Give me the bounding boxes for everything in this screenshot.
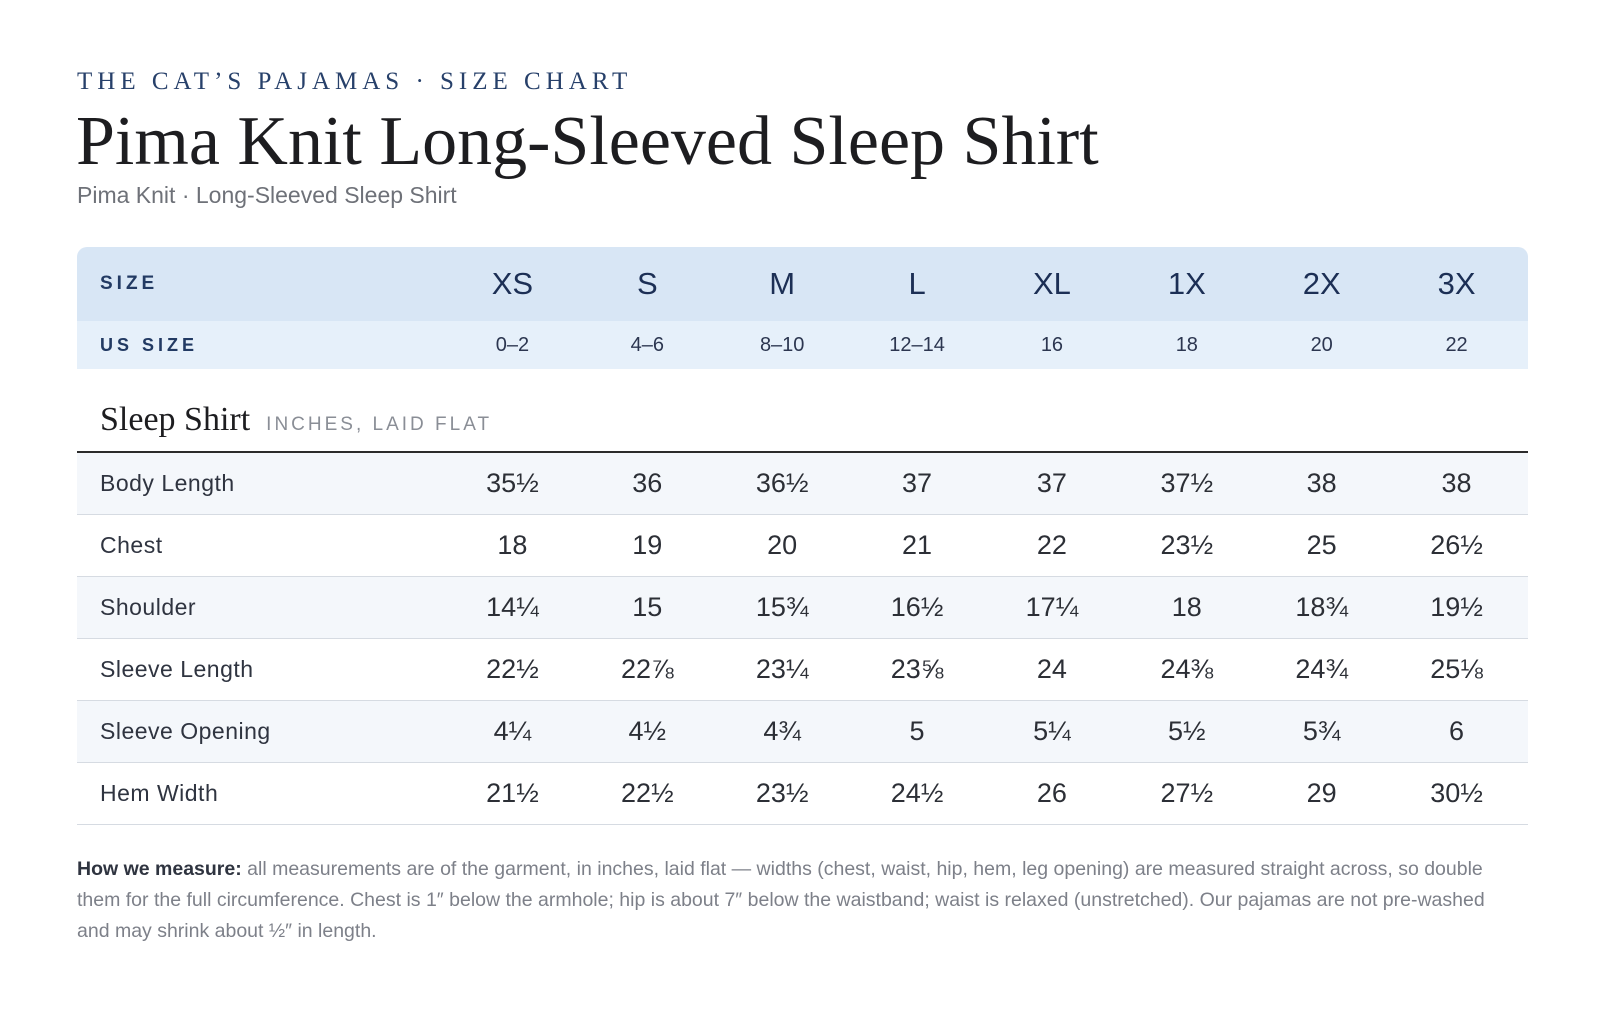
table-cell: 22½ <box>621 778 674 808</box>
size-3x: 3X <box>1437 266 1476 301</box>
size-header-row <box>77 247 1528 321</box>
us-size-cell: 4–6 <box>630 333 664 356</box>
table-cell: 36 <box>632 468 663 498</box>
table-cell: 19 <box>632 530 663 560</box>
table-cell: 22½ <box>486 654 539 684</box>
table-cell: 6 <box>1449 716 1465 746</box>
size-m: M <box>769 266 796 301</box>
row-label: Shoulder <box>100 594 197 620</box>
table-cell: 37 <box>1036 468 1067 498</box>
table-cell: 17¼ <box>1025 592 1079 622</box>
section-units-note: INCHES, LAID FLAT <box>266 414 493 435</box>
table-cell: 5½ <box>1168 716 1206 746</box>
size-s: S <box>636 266 658 301</box>
table-cell: 37½ <box>1160 468 1214 498</box>
row-label: Sleeve Opening <box>100 718 271 744</box>
table-cell: 38 <box>1306 468 1337 498</box>
us-size-cell: 12–14 <box>889 333 945 356</box>
table-cell: 30½ <box>1430 778 1483 808</box>
table-cell: 18 <box>497 530 528 560</box>
table-row <box>77 515 1528 577</box>
table-cell: 16½ <box>890 592 944 622</box>
table-cell: 26 <box>1036 778 1067 808</box>
table-cell: 20 <box>767 530 798 560</box>
table-cell: 15 <box>632 592 663 622</box>
table-cell: 23¼ <box>755 654 809 684</box>
table-cell: 24⅜ <box>1160 654 1214 684</box>
table-row <box>77 453 1528 515</box>
section-title: Sleep Shirt <box>100 401 251 438</box>
table-cell: 23⅝ <box>890 654 944 684</box>
table-cell: 23½ <box>755 778 809 808</box>
table-row <box>77 701 1528 763</box>
table-cell: 37 <box>902 468 933 498</box>
table-cell: 15¾ <box>755 592 809 622</box>
us-size-cell: 0–2 <box>495 333 530 356</box>
table-cell: 14¼ <box>486 592 539 622</box>
table-cell: 25 <box>1306 530 1337 560</box>
table-cell: 19½ <box>1430 592 1483 622</box>
section-header <box>77 369 1528 453</box>
us-size-row <box>77 321 1528 369</box>
row-label: Chest <box>100 532 163 558</box>
size-1x: 1X <box>1167 266 1206 301</box>
us-size-cell: 16 <box>1040 333 1064 356</box>
table-cell: 38 <box>1441 468 1472 498</box>
us-size-cell: 18 <box>1175 333 1198 356</box>
table-cell: 24 <box>1036 654 1067 684</box>
table-cell: 4½ <box>628 716 667 746</box>
table-cell: 4¼ <box>493 716 532 746</box>
size-l: L <box>908 266 926 301</box>
size-xl: XL <box>1032 266 1071 301</box>
table-cell: 23½ <box>1160 530 1214 560</box>
us-size-cell: 22 <box>1445 333 1468 356</box>
table-cell: 18 <box>1171 592 1202 622</box>
row-label: Sleeve Length <box>100 656 254 682</box>
table-cell: 21 <box>902 530 933 560</box>
size-2x: 2X <box>1302 266 1341 301</box>
table-cell: 36½ <box>755 468 809 498</box>
table-cell: 22 <box>1036 530 1067 560</box>
measurement-footnote <box>77 854 1522 947</box>
table-cell: 29 <box>1306 778 1337 808</box>
table-row <box>77 763 1528 825</box>
table-row <box>77 577 1528 639</box>
size-header-label: SIZE <box>100 273 159 294</box>
table-cell: 5¾ <box>1302 716 1341 746</box>
table-cell: 24¾ <box>1295 654 1348 684</box>
table-row <box>77 639 1528 701</box>
table-cell: 22⅞ <box>621 654 674 684</box>
row-label: Hem Width <box>100 780 219 806</box>
table-cell: 27½ <box>1160 778 1214 808</box>
table-cell: 5¼ <box>1033 716 1071 746</box>
us-size-cell: 8–10 <box>759 333 805 356</box>
us-size-cell: 20 <box>1310 333 1333 356</box>
table-cell: 21½ <box>486 778 539 808</box>
footnote-text: all measurements are of the garment, in inches, laid flat — widths (chest, waist, hip, hem, leg opening) are measured straight across, so double them for the full circumference. Chest is 1″ below the armhole; hip is about 7″ below the waistband; waist is relaxed (unstretched). Our pajamas are not pre-washed and may shrink about ½″ in length. <box>77 858 1485 942</box>
page-title: Pima Knit Long-Sleeved Sleep Shirt <box>76 103 1099 180</box>
table-cell: 25⅛ <box>1430 654 1483 684</box>
row-label: Body Length <box>100 470 235 496</box>
page-subtitle: Pima Knit · Long-Sleeved Sleep Shirt <box>77 182 457 208</box>
table-cell: 24½ <box>890 778 944 808</box>
footnote-lead: How we measure: <box>77 858 242 880</box>
brand-eyebrow: THE CAT’S PAJAMAS · SIZE CHART <box>77 68 633 95</box>
size-xs: XS <box>491 266 534 301</box>
table-cell: 5 <box>909 716 925 746</box>
table-cell: 35½ <box>486 468 539 498</box>
table-cell: 18¾ <box>1295 592 1348 622</box>
table-cell: 4¾ <box>763 716 801 746</box>
size-table <box>77 247 1528 825</box>
table-cell: 26½ <box>1430 530 1483 560</box>
us-size-label: US SIZE <box>100 334 199 355</box>
